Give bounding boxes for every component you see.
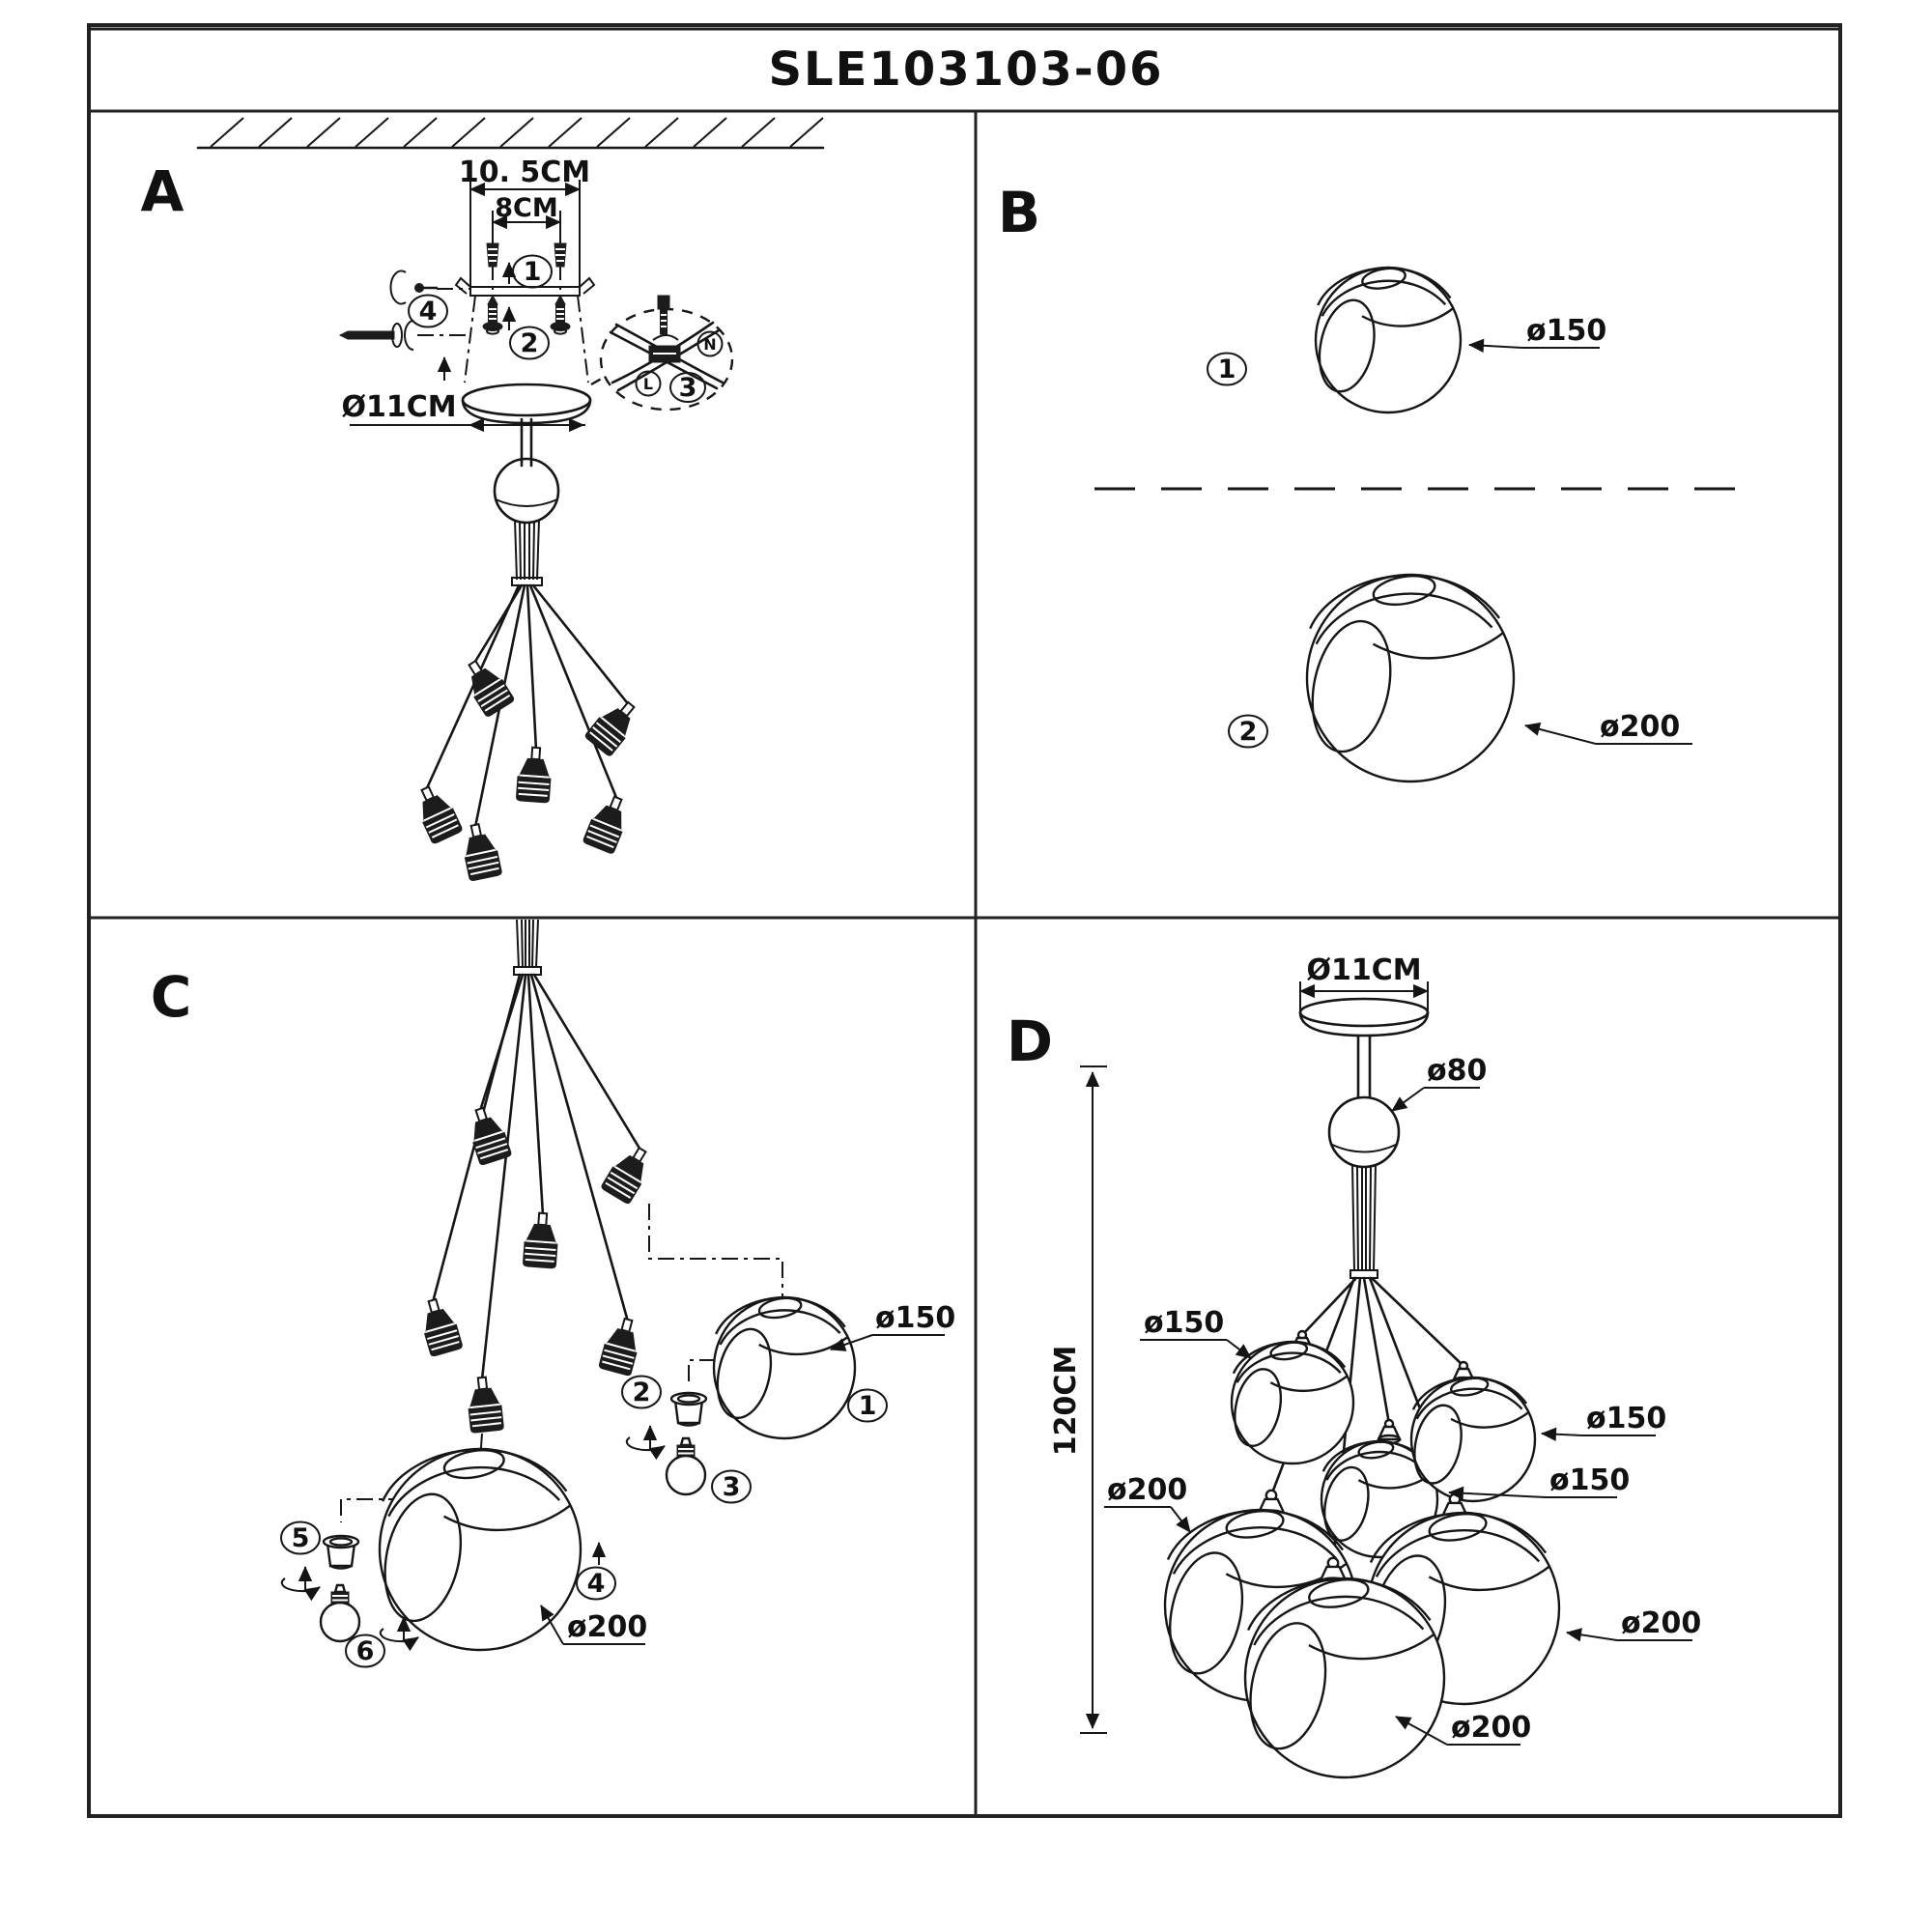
svg-text:6: 6: [355, 1636, 375, 1666]
svg-text:ø200: ø200: [567, 1610, 648, 1644]
callout-c5: [281, 1522, 320, 1554]
callout-b1: [1208, 354, 1246, 385]
dim-10-5cm-text: 10. 5CM: [458, 156, 591, 189]
svg-text:2: 2: [1238, 717, 1258, 747]
dim-8cm: [493, 193, 560, 234]
wiring-detail-bubble: [591, 296, 732, 410]
dim-canopy-a-text: Ø11CM: [341, 390, 457, 424]
bulb-icon: [667, 1438, 705, 1494]
cord-ball-d: [1329, 1097, 1399, 1167]
svg-text:2: 2: [520, 328, 539, 358]
lamp-socket-icon: [466, 1376, 504, 1433]
dim-8cm-text: 8CM: [495, 193, 558, 223]
shade-ring-icon: [671, 1393, 706, 1426]
svg-text:ø150: ø150: [1526, 314, 1607, 348]
svg-text:ø80: ø80: [1427, 1054, 1488, 1088]
svg-text:5: 5: [291, 1523, 310, 1553]
svg-text:ø200: ø200: [1451, 1711, 1532, 1745]
label-d-150-right1: [1542, 1402, 1666, 1435]
mount-screw-icon: [551, 296, 570, 334]
cord-bundle: [512, 520, 542, 585]
shade-150: [1312, 266, 1461, 412]
panel-a: [141, 118, 823, 881]
lamp-socket-icon: [516, 747, 553, 803]
callout-4: 4: [418, 297, 438, 327]
lamp-socket-icon: [459, 822, 502, 882]
callout-c6: [346, 1635, 384, 1667]
cord-ball: [495, 459, 558, 523]
callout-3: [670, 373, 705, 403]
c-clip-icon: [405, 321, 413, 350]
shade-150: [1407, 1376, 1535, 1501]
svg-text:1: 1: [523, 257, 542, 287]
label-d-200-right: [1567, 1606, 1701, 1640]
label-b-200: [1525, 710, 1692, 744]
svg-text:1: 1: [858, 1391, 877, 1421]
svg-text:ø150: ø150: [875, 1301, 956, 1335]
svg-text:N: N: [703, 335, 717, 354]
cord-bundle-d: [1350, 1165, 1378, 1278]
label-d-150-left: [1140, 1306, 1251, 1358]
cord-bundle-c: [514, 920, 541, 975]
c-clip-icon: [390, 270, 406, 303]
svg-text:ø200: ø200: [1600, 710, 1681, 744]
callout-2: [509, 307, 549, 359]
label-b-150: [1469, 314, 1606, 348]
dim-height-text: 120CM: [1049, 1345, 1083, 1457]
lamp-socket-icon: [582, 792, 634, 855]
terminal-screw-icon: [658, 296, 669, 334]
canopy-screw: [340, 321, 470, 350]
ceiling-canopy-d: [1300, 999, 1428, 1097]
lamp-socket-icon: [411, 781, 463, 844]
svg-text:ø150: ø150: [1586, 1402, 1667, 1435]
label-c-150: [831, 1301, 955, 1350]
wall-anchor-icon: [487, 243, 498, 267]
svg-text:ø150: ø150: [1549, 1463, 1631, 1497]
callout-1: [509, 256, 552, 288]
svg-text:ø200: ø200: [1621, 1606, 1702, 1640]
cord-fitting-icon: [1378, 1420, 1400, 1443]
mount-screw-icon: [483, 296, 502, 334]
lamp-socket-icon: [459, 654, 516, 718]
wall-anchor-icon: [554, 243, 566, 267]
panel-a-label: A: [140, 158, 185, 224]
label-d-200-left: [1104, 1473, 1190, 1532]
callout-c2: [622, 1377, 661, 1408]
svg-text:1: 1: [1217, 355, 1236, 384]
shade-150: [1229, 1340, 1353, 1463]
panel-b: [998, 180, 1735, 781]
rotate-arrow-icon: [282, 1567, 320, 1591]
panel-c-label: C: [150, 964, 192, 1030]
svg-text:2: 2: [632, 1378, 651, 1407]
svg-text:L: L: [642, 375, 654, 393]
panel-d-label: D: [1006, 1009, 1054, 1074]
lamp-socket-icon: [601, 1142, 657, 1206]
wire-n-label: [698, 332, 723, 356]
shade-ring-icon: [324, 1536, 358, 1569]
lamp-socket-icon: [584, 695, 644, 757]
panel-b-label: B: [997, 180, 1041, 245]
callout-b2: [1229, 716, 1267, 748]
lamp-socket-icon: [523, 1212, 559, 1268]
ceiling-hatch-icon: [198, 118, 823, 148]
lamp-socket-icon: [416, 1295, 463, 1356]
svg-text:3: 3: [722, 1472, 741, 1502]
pendant-assembly-a: [411, 459, 644, 881]
callout-c4: [577, 1543, 615, 1600]
panel-c: [151, 920, 956, 1667]
svg-text:ø150: ø150: [1144, 1306, 1225, 1340]
dim-canopy-d-text: Ø11CM: [1306, 953, 1422, 987]
sheet-title: SLE103103-06: [768, 43, 1164, 97]
svg-text:ø200: ø200: [1107, 1473, 1188, 1507]
label-d-80: [1392, 1054, 1487, 1111]
dim-height: [1049, 1066, 1107, 1733]
svg-text:4: 4: [586, 1569, 606, 1599]
rotate-arrow-icon: [627, 1426, 665, 1450]
wire-l-label: [637, 372, 661, 396]
panel-d: [1007, 953, 1701, 1777]
side-clip-screw: [390, 270, 470, 327]
shade-150: [710, 1295, 855, 1438]
lamp-socket-icon: [599, 1316, 644, 1377]
shade-200: [1301, 572, 1514, 781]
bulb-icon: [321, 1585, 359, 1641]
svg-text:3: 3: [678, 373, 697, 403]
callout-c3: [712, 1471, 751, 1503]
callout-c1: [848, 1390, 887, 1422]
